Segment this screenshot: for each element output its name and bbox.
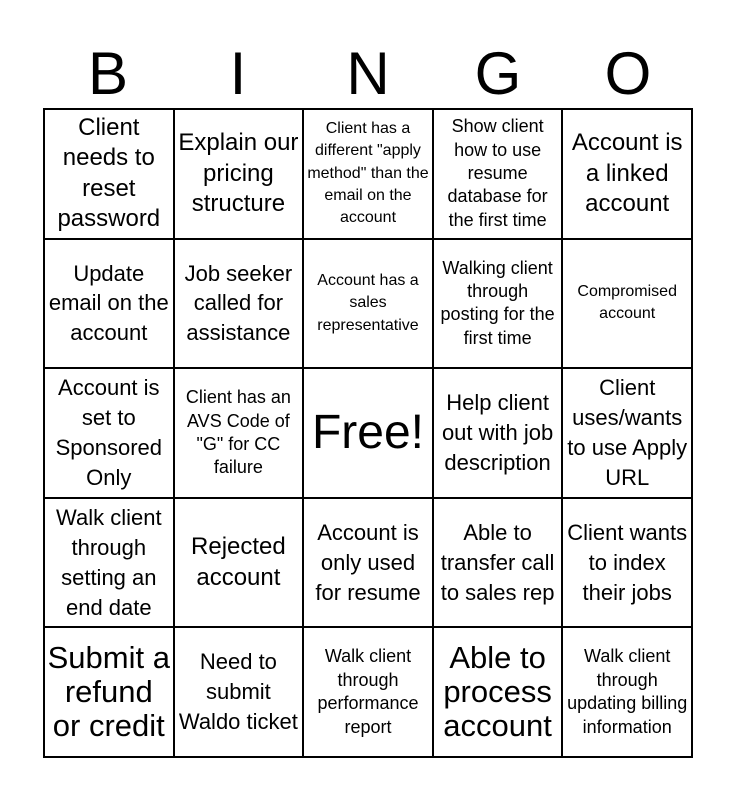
bingo-cell[interactable]: Account has a sales representative — [303, 239, 433, 369]
bingo-cell[interactable]: Client wants to index their jobs — [562, 498, 692, 628]
bingo-cell[interactable]: Client needs to reset password — [44, 109, 174, 239]
bingo-cell[interactable]: Client uses/wants to use Apply URL — [562, 368, 692, 498]
bingo-cell[interactable]: Submit a refund or credit — [44, 627, 174, 757]
bingo-cell[interactable]: Able to process account — [433, 627, 563, 757]
header-letter-b: B — [87, 40, 129, 107]
header-letter-o: O — [604, 40, 652, 107]
header-letter-g: G — [474, 40, 522, 107]
bingo-header — [43, 40, 693, 108]
bingo-cell[interactable]: Compromised account — [562, 239, 692, 369]
bingo-cell[interactable]: Client has a different "apply method" than the email on the account — [303, 109, 433, 239]
bingo-cell[interactable]: Update email on the account — [44, 239, 174, 369]
bingo-cell[interactable]: Job seeker called for assistance — [174, 239, 304, 369]
bingo-cell[interactable]: Walk client through performance report — [303, 627, 433, 757]
bingo-cell[interactable]: Client has an AVS Code of "G" for CC failure — [174, 368, 304, 498]
bingo-cell[interactable]: Able to transfer call to sales rep — [433, 498, 563, 628]
bingo-cell[interactable]: Walking client through posting for the first time — [433, 239, 563, 369]
free-space-cell[interactable]: Free! — [303, 368, 433, 498]
bingo-cell[interactable]: Need to submit Waldo ticket — [174, 627, 304, 757]
bingo-board — [43, 108, 693, 758]
bingo-cell[interactable]: Show client how to use resume database for the first time — [433, 109, 563, 239]
header-letter-n: N — [346, 40, 390, 107]
bingo-cell[interactable]: Account is only used for resume — [303, 498, 433, 628]
bingo-cell[interactable]: Walk client through setting an end date — [44, 498, 174, 628]
bingo-cell[interactable]: Account is set to Sponsored Only — [44, 368, 174, 498]
header-letter-i: I — [229, 40, 247, 107]
bingo-cell[interactable]: Account is a linked account — [562, 109, 692, 239]
bingo-cell[interactable]: Explain our pricing structure — [174, 109, 304, 239]
bingo-cell[interactable]: Rejected account — [174, 498, 304, 628]
bingo-cell[interactable]: Walk client through updating billing information — [562, 627, 692, 757]
bingo-cell[interactable]: Help client out with job description — [433, 368, 563, 498]
